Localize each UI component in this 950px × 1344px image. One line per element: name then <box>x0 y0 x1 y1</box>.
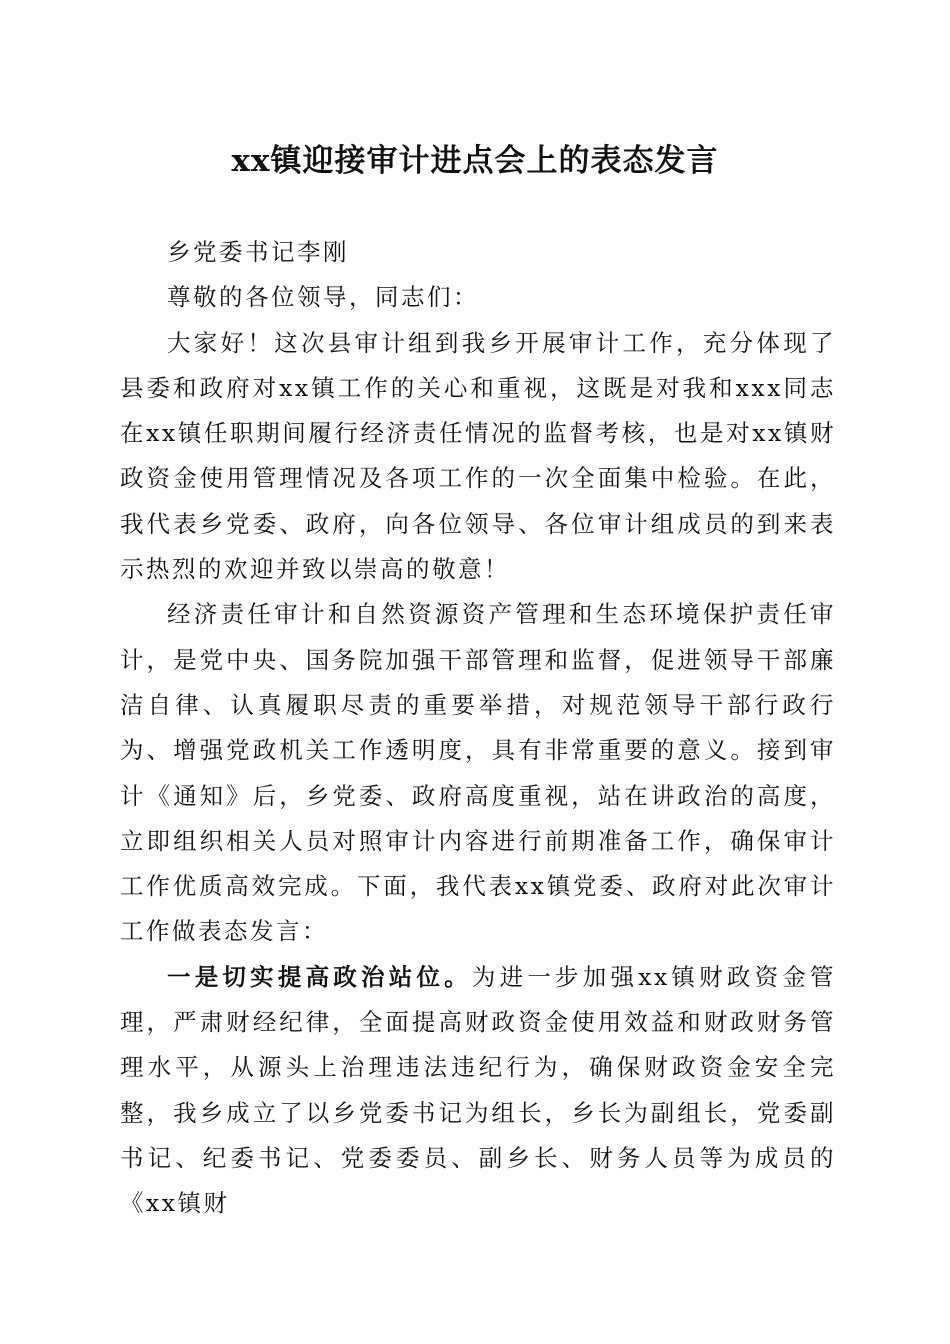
salutation: 尊敬的各位领导，同志们： <box>167 283 479 312</box>
paragraph-significance: 经济责任审计和自然资源资产管理和生态环境保护责任审计，是党中央、国务院加强干部管理和监督，促进领导干部廉洁自律、认真履职尽责的重要举措，对规范领导干部行政行为、增强党政机关工作透明度，具有非常重要的意义。接到审计《通知》后，乡党委、政府高度重视，站在讲政治的高度，立即组织相关人员对照审计内容进行前期准备工作，确保审计工作优质高效完成。下面，我代表xx镇党委、政府对此次审计工作做表态发言： <box>120 600 836 946</box>
paragraph-point-1 <box>120 955 836 1227</box>
point-1-heading: 一是切实提高政治站位。 <box>167 962 472 991</box>
speaker-line: 乡党委书记李刚 <box>167 238 349 266</box>
document-body <box>120 230 836 1227</box>
document-title: xx镇迎接审计进点会上的表态发言 <box>231 143 719 179</box>
paragraph-intro: 大家好！这次县审计组到我乡开展审计工作，充分体现了县委和政府对xx镇工作的关心和重视，这既是对我和xxx同志在xx镇任职期间履行经济责任情况的监督考核，也是对xx镇财政资金使用管理情况及各项工作的一次全面集中检验。在此，我代表乡党委、政府，向各位领导、各位审计组成员的到来表示热烈的欢迎并致以崇高的敬意！ <box>120 328 836 584</box>
point-1-text: 为进一步加强xx镇财政资金管理，严肃财经纪律，全面提高财政资金使用效益和财政财务管理水平，从源头上治理违法违纪行为，确保财政资金安全完整，我乡成立了以乡党委书记为组长，乡长为副组长，党委副书记、纪委书记、党委委员、副乡长、财务人员等为成员的《xx镇财 <box>120 962 836 1218</box>
